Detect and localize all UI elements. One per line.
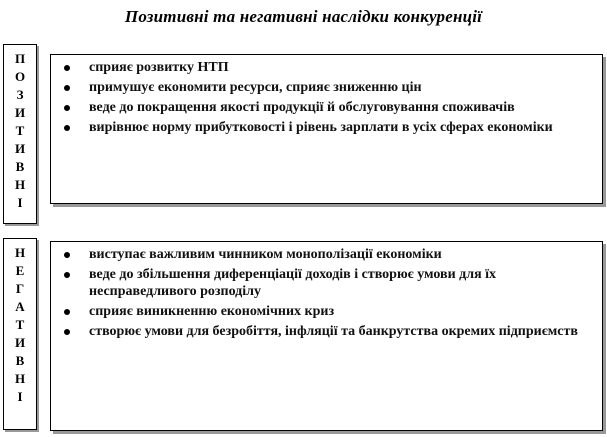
- bullet-icon: [64, 272, 70, 278]
- list-item-text: веде до покращення якості продукції й обслуговування споживачів: [89, 100, 515, 115]
- list-item: [61, 303, 592, 320]
- side-letter: А: [15, 299, 25, 314]
- side-letter: Г: [15, 281, 25, 296]
- list-item-text: вирівнює норму прибутковості і рівень зарплати в усіх сферах економіки: [89, 120, 553, 135]
- side-letter: О: [14, 69, 26, 84]
- side-letter: З: [16, 87, 24, 102]
- list-item-text: створює умови для безробіття, інфляції та банкрутства окремих підприємств: [89, 324, 578, 339]
- side-letter: І: [17, 195, 23, 210]
- side-letter: П: [14, 51, 26, 66]
- bullet-icon: [64, 65, 70, 71]
- bullet-icon: [64, 309, 70, 315]
- list-item: [61, 246, 592, 263]
- positive-consequences-list: [61, 59, 592, 136]
- side-letter: И: [14, 105, 26, 120]
- list-item: [61, 119, 592, 136]
- list-item-text: примушує економити ресурси, сприяє зниженню цін: [89, 80, 422, 95]
- side-letter: И: [14, 335, 26, 350]
- list-item-text: виступає важливим чинником монополізації економіки: [89, 247, 442, 262]
- bullet-icon: [64, 85, 70, 91]
- list-item: [61, 59, 592, 76]
- side-letter: Е: [15, 263, 25, 278]
- side-letter: І: [17, 389, 23, 404]
- side-letter: Т: [15, 317, 25, 332]
- side-letter: Н: [14, 245, 26, 260]
- bullet-icon: [64, 105, 70, 111]
- list-item: [61, 99, 592, 116]
- positive-side-label: [3, 44, 37, 224]
- list-item-text: сприяє розвитку НТП: [89, 60, 229, 75]
- bullet-icon: [64, 125, 70, 131]
- negative-consequences-box: [50, 241, 603, 431]
- list-item: [61, 323, 592, 340]
- side-letter: И: [14, 141, 26, 156]
- side-letter: Н: [14, 177, 26, 192]
- positive-consequences-box: [50, 54, 603, 204]
- side-letter: Н: [14, 371, 26, 386]
- negative-side-label: [3, 238, 37, 430]
- list-item-text: сприяє виникненню економічних криз: [89, 304, 335, 319]
- list-item: [61, 79, 592, 96]
- page-title: Позитивні та негативні наслідки конкуренції: [124, 7, 483, 26]
- bullet-icon: [64, 329, 70, 335]
- side-letter: В: [15, 353, 25, 368]
- side-letter: Т: [15, 123, 25, 138]
- side-letter: В: [15, 159, 25, 174]
- bullet-icon: [64, 252, 70, 258]
- list-item-text: веде до збільшення диференціації доходів і створює умови для їх несправедливого розподілу: [89, 267, 497, 299]
- list-item: [61, 266, 592, 300]
- negative-consequences-list: [61, 246, 592, 340]
